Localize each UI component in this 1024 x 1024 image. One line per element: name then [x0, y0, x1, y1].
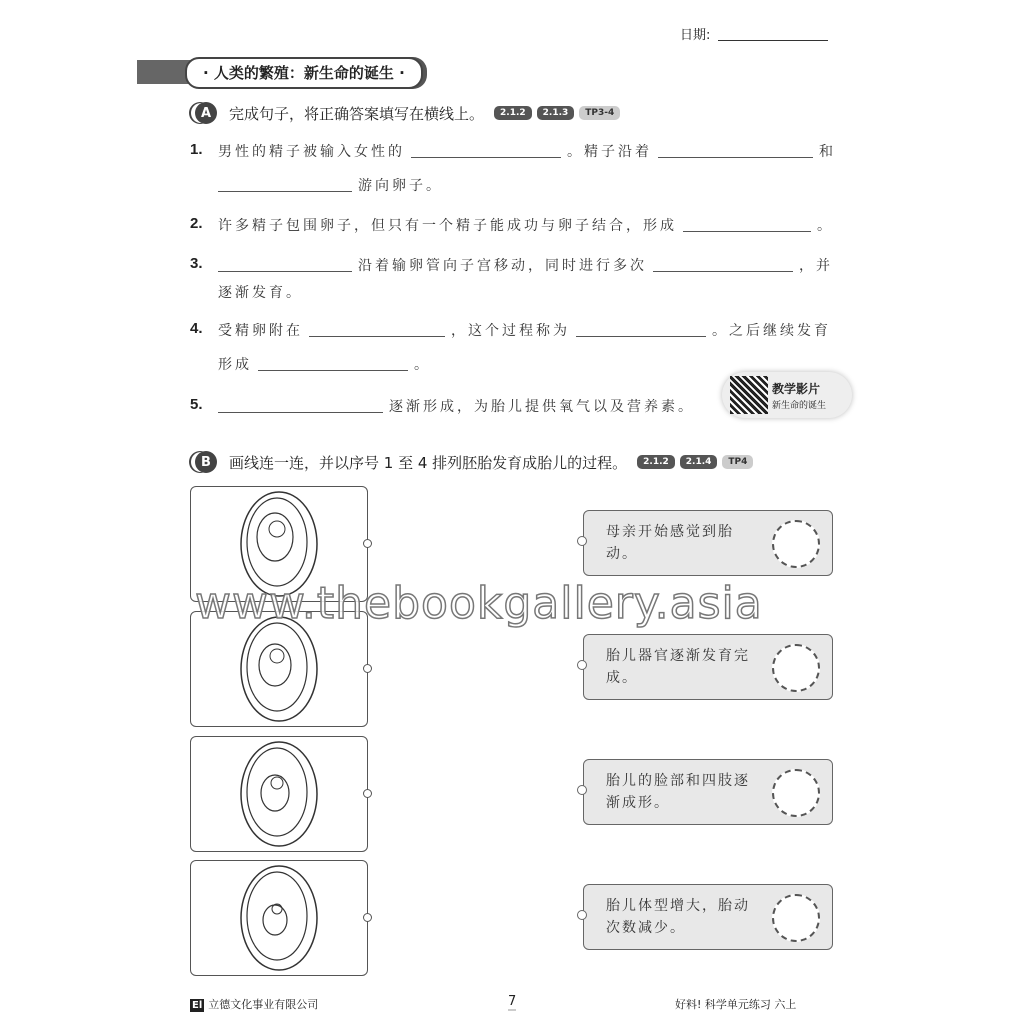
sequence-number-field[interactable]: [772, 769, 820, 817]
video-badge-subtitle: 新生命的诞生: [772, 401, 827, 411]
footer-publisher: [190, 996, 318, 1012]
connector-dot[interactable]: [577, 536, 587, 546]
stage-card: [583, 634, 833, 700]
question-1-line-1: [218, 141, 836, 161]
video-qr-badge[interactable]: [722, 372, 852, 418]
section-a-icon: A: [195, 102, 217, 124]
qr-code-icon[interactable]: [730, 376, 768, 414]
section-a-instruction: 完成句子，将正确答案填写在横线上。: [229, 104, 485, 123]
stage-card: [583, 759, 833, 825]
tag: 2.1.3: [537, 106, 575, 120]
stage-description: 胎儿体型增大，胎动次数减少。: [606, 898, 750, 936]
stage-card: [583, 510, 833, 576]
stage-description: 胎儿器官逐渐发育完成。: [606, 648, 750, 686]
question-text: 受精卵附在: [218, 323, 303, 339]
section-b-instruction: 画线连一连，并以序号 1 至 4 排列胚胎发育成胎儿的过程。: [229, 453, 628, 472]
question-text: 许多精子包围卵子，但只有一个精子能成功与卵子结合，形成: [218, 218, 677, 234]
connector-dot[interactable]: [577, 785, 587, 795]
question-3-line-1: [212, 255, 833, 275]
question-text: 。: [414, 357, 431, 373]
question-text: 。之后继续发育: [712, 323, 831, 339]
question-text: ，这个过程称为: [451, 323, 570, 339]
fetus-illustration: [191, 737, 367, 851]
watermark: www.thebookgallery.asia: [195, 578, 763, 629]
tag: 2.1.4: [680, 455, 718, 469]
connector-dot[interactable]: [577, 660, 587, 670]
book-title: 好料! 科学单元练习 六上: [675, 998, 797, 1011]
answer-blank[interactable]: [309, 335, 445, 337]
question-text: 。: [817, 218, 834, 234]
page-number: 7: [508, 994, 517, 1009]
publisher-name: 立德文化事业有限公司: [208, 998, 319, 1011]
tag: 2.1.2: [637, 455, 675, 469]
publisher-logo: El: [192, 1000, 203, 1011]
stage-description: 胎儿的脸部和四肢逐渐成形。: [606, 773, 750, 811]
answer-blank[interactable]: [411, 156, 561, 158]
answer-blank[interactable]: [218, 270, 352, 272]
question-text: 沿着输卵管向子宫移动，同时进行多次: [358, 258, 647, 274]
connector-dot[interactable]: [363, 664, 372, 673]
answer-blank[interactable]: [658, 156, 813, 158]
connector-dot[interactable]: [363, 539, 372, 548]
sequence-number-field[interactable]: [772, 520, 820, 568]
question-number: 1.: [190, 141, 203, 158]
question-4-line-1: [218, 320, 831, 340]
question-3-line-2: [218, 282, 303, 302]
fetus-image-box: [190, 736, 368, 852]
question-text: 逐渐发育。: [218, 285, 303, 301]
answer-blank[interactable]: [218, 190, 352, 192]
stage-card: [583, 884, 833, 950]
page-title: · 人类的繁殖：新生命的诞生 ·: [185, 57, 423, 89]
sequence-number-field[interactable]: [772, 894, 820, 942]
section-b-icon: B: [195, 451, 217, 473]
tag: 2.1.2: [494, 106, 532, 120]
section-a-header: [195, 102, 620, 124]
tag: TP3-4: [579, 106, 620, 120]
sequence-number-field[interactable]: [772, 644, 820, 692]
connector-dot[interactable]: [363, 913, 372, 922]
date-field[interactable]: [718, 40, 828, 41]
stage-description: 母亲开始感觉到胎动。: [606, 524, 734, 562]
fetus-illustration: [191, 861, 367, 975]
answer-blank[interactable]: [653, 270, 793, 272]
question-text: 逐渐形成，为胎儿提供氧气以及营养素。: [389, 399, 695, 415]
answer-blank[interactable]: [683, 230, 811, 232]
question-text: 。精子沿着: [567, 144, 652, 160]
question-text: 形成: [218, 357, 252, 373]
connector-dot[interactable]: [363, 789, 372, 798]
question-text: ，并: [799, 258, 833, 274]
fetus-illustration: [191, 612, 367, 726]
video-badge-title: 教学影片: [772, 382, 821, 396]
date-label: 日期:: [680, 28, 711, 43]
section-b-header: [195, 451, 753, 473]
fetus-image-box: [190, 860, 368, 976]
question-number: 4.: [190, 320, 203, 337]
answer-blank[interactable]: [258, 369, 408, 371]
answer-blank[interactable]: [218, 411, 383, 413]
tag: TP4: [722, 455, 753, 469]
question-number: 2.: [190, 215, 203, 232]
question-number: 3.: [190, 255, 203, 272]
question-1-line-2: [212, 175, 443, 195]
connector-dot[interactable]: [577, 910, 587, 920]
question-text: 和: [819, 144, 836, 160]
question-4-line-2: [218, 354, 431, 374]
question-2-line-1: [218, 215, 834, 235]
question-text: 男性的精子被输入女性的: [218, 144, 405, 160]
answer-blank[interactable]: [576, 335, 706, 337]
question-number: 5.: [190, 396, 203, 413]
question-text: 游向卵子。: [358, 178, 443, 194]
question-5-line-1: [212, 396, 695, 416]
